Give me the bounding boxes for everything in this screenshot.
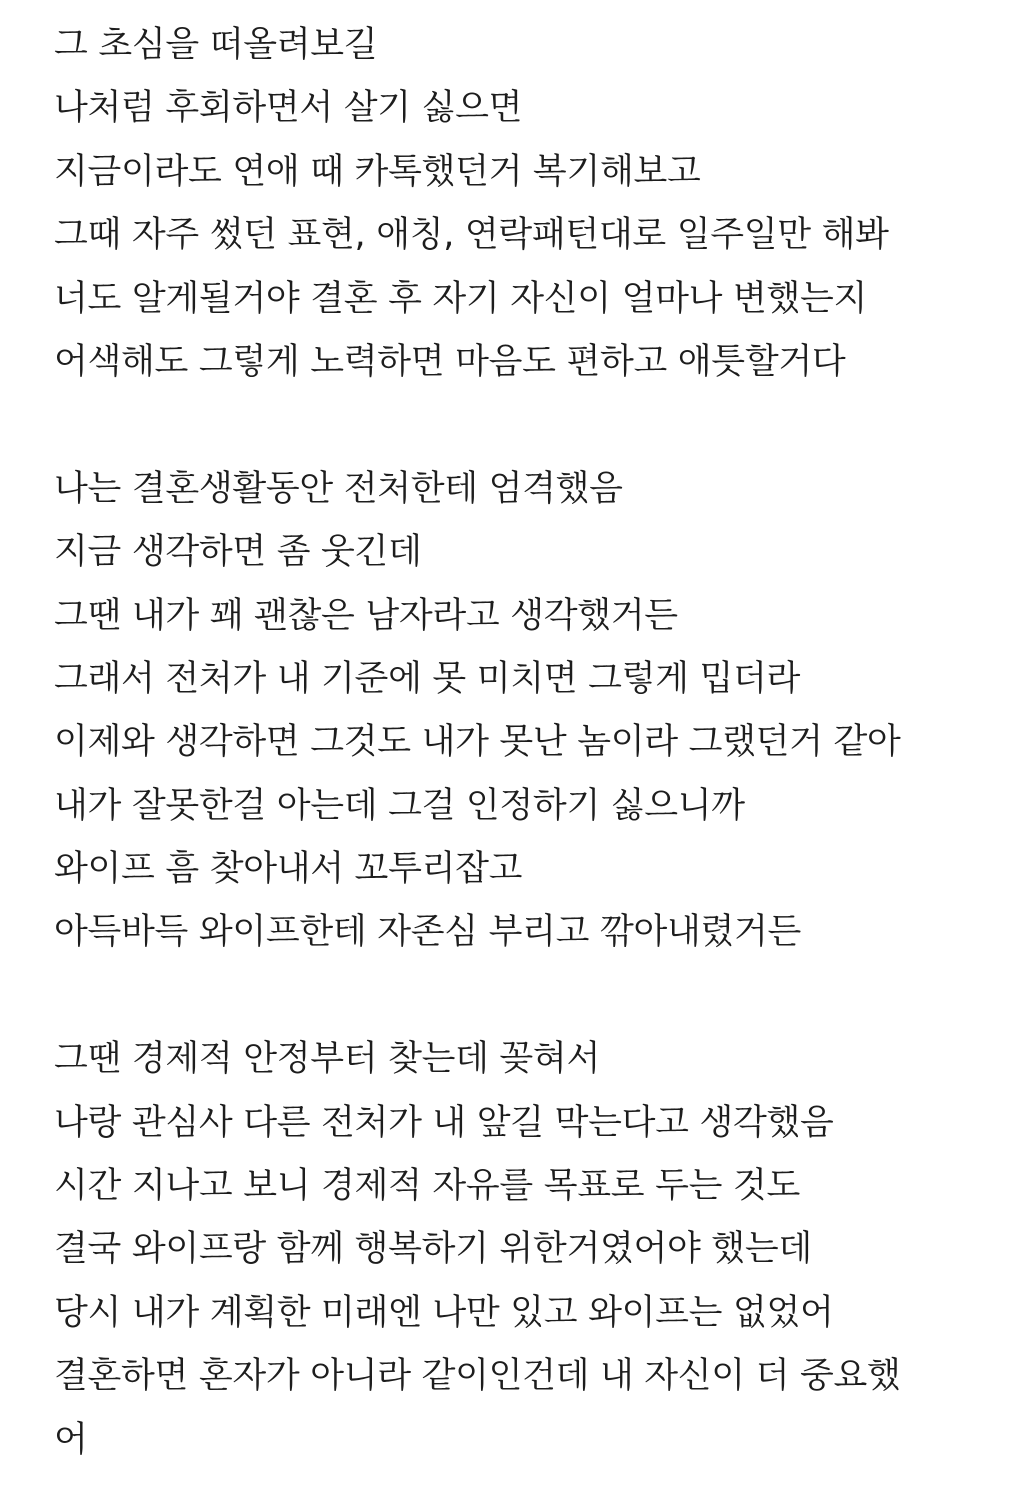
text-line: 당시 내가 계획한 미래엔 나만 있고 와이프는 없었어	[54, 1292, 834, 1333]
post-body	[54, 14, 994, 1472]
text-line: 나는 결혼생활동안 전처한테 엄격했음	[54, 468, 623, 509]
paragraph-gap	[54, 394, 994, 457]
text-line: 와이프 흠 찾아내서 꼬투리잡고	[54, 849, 523, 890]
text-line: 내가 잘못한걸 아는데 그걸 인정하기 싫으니까	[54, 785, 745, 826]
text-line: 그래서 전처가 내 기준에 못 미치면 그렇게 밉더라	[54, 658, 800, 699]
text-line: 어색해도 그렇게 노력하면 마음도 편하고 애틋할거다	[54, 341, 846, 382]
text-line: 그땐 경제적 안정부터 찾는데 꽂혀서	[54, 1039, 600, 1080]
text-line: 이제와 생각하면 그것도 내가 못난 놈이라 그랬던거 같아	[54, 722, 901, 763]
paragraph-gap	[54, 965, 994, 1028]
text-line: 지금 생각하면 좀 웃긴데	[54, 532, 422, 573]
text-line: 지금이라도 연애 때 카톡했던거 복기해보고	[54, 151, 701, 192]
text-line: 아득바득 와이프한테 자존심 부리고 깎아내렸거든	[54, 912, 802, 953]
text-line: 나랑 관심사 다른 전처가 내 앞길 막는다고 생각했음	[54, 1102, 834, 1143]
paragraph-1	[54, 14, 994, 394]
text-line: 나처럼 후회하면서 살기 싫으면	[54, 88, 523, 129]
text-line: 시간 지나고 보니 경제적 자유를 목표로 두는 것도	[54, 1166, 800, 1207]
paragraph-2	[54, 458, 994, 965]
text-line: 결혼하면 혼자가 아니라 같이인건데 내 자신이 더 중요했	[54, 1356, 901, 1397]
text-line: 너도 알게될거야 결혼 후 자기 자신이 얼마나 변했는지	[54, 278, 868, 319]
paragraph-3	[54, 1028, 994, 1472]
text-line: 그 초심을 떠올려보길	[54, 25, 378, 65]
text-line: 결국 와이프랑 함께 행복하기 위한거였어야 했는데	[54, 1229, 812, 1270]
text-line: 그땐 내가 꽤 괜찮은 남자라고 생각했거든	[54, 595, 678, 636]
text-line: 그때 자주 썼던 표현, 애칭, 연락패턴대로 일주일만 해봐	[54, 215, 889, 256]
text-line: 어	[54, 1419, 88, 1460]
